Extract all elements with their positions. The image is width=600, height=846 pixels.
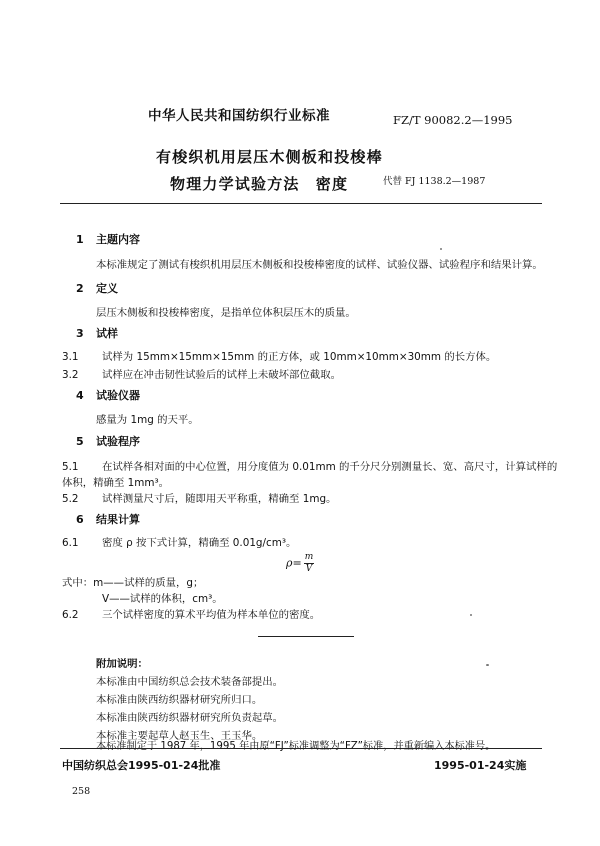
where-m-text: m——试样的质量，g； [93,577,204,589]
page-number: 258 [72,786,91,797]
section-number: 2 [76,282,84,295]
formula-fraction [304,552,315,575]
section-4-body: 感量为 1mg 的天平。 [96,414,199,426]
section-number: 6 [76,513,84,526]
notes-heading: 附加说明： [96,658,148,670]
standard-code: FZ/T 90082.2—1995 [393,113,513,127]
document-title-line2: 物理力学试验方法 密度 [170,175,349,193]
density-formula [286,552,314,575]
section-1-heading [76,231,140,247]
implementation-date: 1995-01-24实施 [434,759,527,772]
section-6-heading [76,511,140,527]
formula-numerator: m [304,552,314,562]
section-title: 试验程序 [96,435,140,448]
note-line: 本标准主要起草人赵玉生、王玉华。 [96,730,263,742]
section-title: 主题内容 [96,233,140,246]
clause-6-2 [62,606,320,621]
section-4-heading [76,387,140,403]
section-title: 试样 [96,327,118,340]
section-5-heading [76,433,140,449]
clause-number: 3.1 [62,351,79,363]
document-title-line1: 有梭织机用层压木侧板和投梭棒 [156,148,383,166]
note-line: 本标准由中国纺织总会技术装备部提出。 [96,676,284,688]
clause-number: 5.1 [62,461,79,473]
clause-text: 在试样各相对面的中心位置，用分度值为 0.01mm 的千分尺分别测量长、宽、高尺寸，计算试样的 [102,461,558,473]
section-number: 3 [76,327,84,340]
section-3-heading [76,325,118,341]
section-number: 4 [76,389,84,402]
formula-where-m [62,574,203,589]
clause-text: 试样测量尺寸后，随即用天平称重，精确至 1mg。 [102,493,337,505]
formula-lhs: ρ= [286,556,302,570]
clause-5-1 [62,458,557,473]
section-2-body: 层压木侧板和投梭棒密度，是指单位体积层压木的质量。 [96,307,356,319]
clause-6-1 [62,534,296,549]
section-title: 试验仪器 [96,389,140,402]
clause-number: 6.2 [62,609,79,621]
clause-5-1-continuation: 体积，精确至 1mm³。 [62,477,170,489]
scan-speck [440,248,442,250]
formula-where-v: V——试样的体积，cm³。 [102,593,223,605]
header-rule [60,203,542,204]
note-line: 本标准由陕西纺织器材研究所负责起草。 [96,712,284,724]
clause-number: 6.1 [62,537,79,549]
clause-3-2 [62,366,341,381]
where-label: 式中： [62,577,94,589]
clause-text: 三个试样密度的算术平均值为样本单位的密度。 [102,609,321,621]
replaces-note: 代替 FJ 1138.2—1987 [383,176,486,187]
clause-3-1 [62,348,496,363]
formula-denominator: V [305,564,313,574]
scan-speck [470,614,472,616]
footer-rule [60,748,542,749]
section-divider [258,636,354,637]
section-title: 结果计算 [96,513,140,526]
scan-speck [486,664,489,666]
section-number: 5 [76,435,84,448]
approval-date: 中国纺织总会1995-01-24批准 [62,759,221,772]
clause-5-2 [62,490,336,505]
section-2-heading [76,280,118,296]
clause-number: 5.2 [62,493,79,505]
note-line: 本标准由陕西纺织器材研究所归口。 [96,694,263,706]
standard-org: 中华人民共和国纺织行业标准 [148,108,330,124]
clause-text: 试样应在冲击韧性试验后的试样上未破坏部位截取。 [102,369,341,381]
clause-text: 试样为 15mm×15mm×15mm 的正方体，或 10mm×10mm×30mm 的长方体。 [102,351,497,363]
section-number: 1 [76,233,84,246]
section-1-body: 本标准规定了测试有梭织机用层压木侧板和投梭棒密度的试样、试验仪器、试验程序和结果计算。 [96,259,543,271]
clause-number: 3.2 [62,369,79,381]
note-line: 本标准制定于 1987 年，1995 年由原“FJ”标准调整为“FZ”标准，并重新编入本标准号。 [96,741,496,752]
clause-text: 密度 ρ 按下式计算，精确至 0.01g/cm³。 [102,537,297,549]
section-title: 定义 [96,282,118,295]
